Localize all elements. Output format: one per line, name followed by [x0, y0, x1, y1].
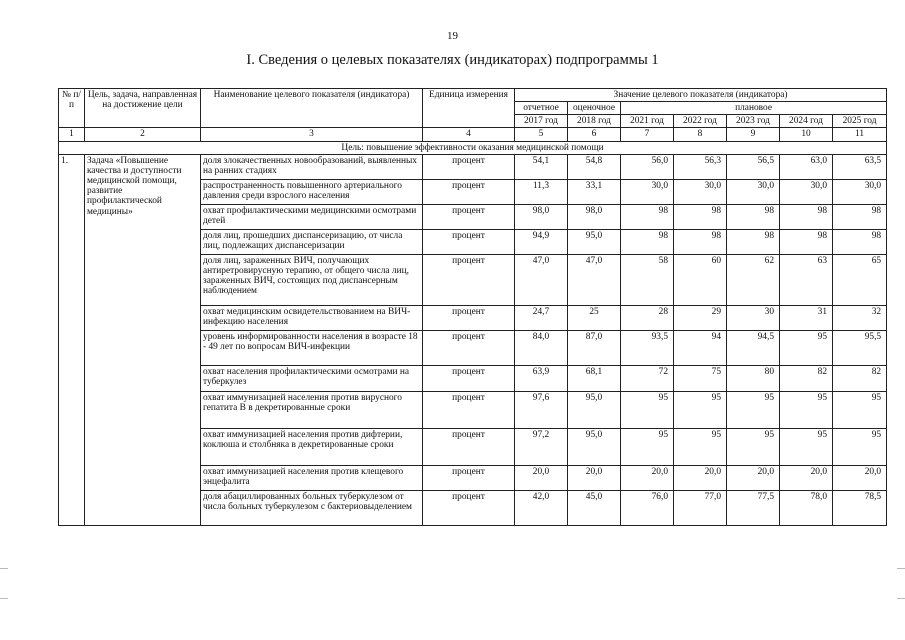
indicator-value: 94: [674, 330, 727, 365]
indicator-value: 33,1: [568, 179, 621, 204]
indicator-value: 31: [780, 305, 833, 330]
indicator-value: 95: [780, 428, 833, 465]
indicator-value: 76,0: [621, 490, 674, 525]
indicator-value: 98: [780, 204, 833, 229]
indicator-name: охват населения профилактическими осмотрами на туберкулез: [201, 365, 423, 391]
indicator-value: 30: [727, 305, 780, 330]
header-year: 2025 год: [833, 115, 887, 128]
header-year: 2024 год: [780, 115, 833, 128]
indicator-value: 20,0: [568, 465, 621, 490]
indicator-name: доля лиц, прошедших диспансеризацию, от числа лиц, подлежащих диспансеризации: [201, 229, 423, 254]
column-number: 6: [568, 128, 621, 141]
scan-edge-mark: [0, 568, 8, 569]
indicator-value: 28: [621, 305, 674, 330]
indicator-value: 54,1: [515, 154, 568, 179]
indicator-value: 30,0: [674, 179, 727, 204]
indicator-value: 95: [727, 391, 780, 428]
indicator-value: 95,0: [568, 428, 621, 465]
indicator-value: 98,0: [568, 204, 621, 229]
indicator-value: 95: [780, 391, 833, 428]
indicator-value: 77,5: [727, 490, 780, 525]
indicator-value: 94,9: [515, 229, 568, 254]
indicator-unit: процент: [423, 179, 515, 204]
indicator-value: 30,0: [621, 179, 674, 204]
indicator-value: 30,0: [780, 179, 833, 204]
indicator-value: 95,5: [833, 330, 887, 365]
indicator-unit: процент: [423, 391, 515, 428]
task-number: 1.: [59, 154, 85, 525]
indicator-value: 63,0: [780, 154, 833, 179]
indicator-value: 95: [833, 391, 887, 428]
column-number: 10: [780, 128, 833, 141]
indicator-value: 82: [833, 365, 887, 391]
indicator-value: 95: [727, 428, 780, 465]
indicator-value: 95,0: [568, 229, 621, 254]
goal-row: [59, 141, 887, 154]
indicator-unit: процент: [423, 154, 515, 179]
column-number: 4: [423, 128, 515, 141]
indicator-value: 95: [674, 391, 727, 428]
indicator-value: 78,0: [780, 490, 833, 525]
indicator-value: 93,5: [621, 330, 674, 365]
indicator-value: 54,8: [568, 154, 621, 179]
indicator-name: охват медицинским освидетельствованием на ВИЧ-инфекцию населения: [201, 305, 423, 330]
indicator-value: 95: [833, 428, 887, 465]
header-col-unit: Единица измерения: [423, 89, 515, 128]
indicator-value: 72: [621, 365, 674, 391]
scan-edge-mark: [897, 568, 905, 569]
column-number: 11: [833, 128, 887, 141]
indicator-value: 30,0: [727, 179, 780, 204]
header-col-name: Наименование целевого показателя (индикатора): [201, 89, 423, 128]
indicator-row: [59, 154, 887, 179]
indicator-name: распространенность повышенного артериального давления среди взрослого населения: [201, 179, 423, 204]
indicator-value: 97,2: [515, 428, 568, 465]
indicator-value: 98: [674, 204, 727, 229]
column-number: 5: [515, 128, 568, 141]
indicator-unit: процент: [423, 254, 515, 305]
header-reported: отчетное: [515, 102, 568, 115]
indicator-value: 32: [833, 305, 887, 330]
header-planned: плановое: [621, 102, 887, 115]
indicator-value: 87,0: [568, 330, 621, 365]
column-number: 1: [59, 128, 85, 141]
indicator-value: 94,5: [727, 330, 780, 365]
indicator-value: 56,3: [674, 154, 727, 179]
goal-text: Цель: повышение эффективности оказания медицинской помощи: [59, 141, 887, 154]
indicator-value: 95: [674, 428, 727, 465]
indicator-value: 77,0: [674, 490, 727, 525]
indicator-name: доля лиц, зараженных ВИЧ, получающих антиретровирусную терапию, от общего числа лиц, зараженных ВИЧ, состоящих под диспансерным наблюдением: [201, 254, 423, 305]
header-col-value: Значение целевого показателя (индикатора): [515, 89, 887, 102]
document-title: I. Сведения о целевых показателях (индикаторах) подпрограммы 1: [246, 52, 659, 68]
indicator-value: 97,6: [515, 391, 568, 428]
indicator-unit: процент: [423, 229, 515, 254]
header-year: 2017 год: [515, 115, 568, 128]
indicator-value: 98: [833, 229, 887, 254]
indicator-value: 42,0: [515, 490, 568, 525]
header-year: 2018 год: [568, 115, 621, 128]
indicator-value: 20,0: [833, 465, 887, 490]
indicator-value: 11,3: [515, 179, 568, 204]
indicator-value: 98: [674, 229, 727, 254]
indicator-value: 58: [621, 254, 674, 305]
indicator-value: 47,0: [515, 254, 568, 305]
indicator-value: 20,0: [780, 465, 833, 490]
column-number: 7: [621, 128, 674, 141]
indicator-value: 98: [833, 204, 887, 229]
indicator-value: 56,0: [621, 154, 674, 179]
indicator-unit: процент: [423, 204, 515, 229]
indicator-value: 78,5: [833, 490, 887, 525]
indicator-unit: процент: [423, 330, 515, 365]
indicator-value: 98: [621, 204, 674, 229]
indicator-value: 95,0: [568, 391, 621, 428]
scan-edge-mark: [897, 598, 905, 599]
indicator-unit: процент: [423, 490, 515, 525]
indicator-value: 24,7: [515, 305, 568, 330]
indicator-value: 98: [727, 229, 780, 254]
column-number: 9: [727, 128, 780, 141]
scan-edge-mark: [0, 598, 8, 599]
header-year: 2022 год: [674, 115, 727, 128]
indicators-table: [58, 88, 887, 526]
indicator-unit: процент: [423, 305, 515, 330]
indicator-value: 95: [780, 330, 833, 365]
indicator-value: 20,0: [621, 465, 674, 490]
indicator-value: 62: [727, 254, 780, 305]
indicator-value: 75: [674, 365, 727, 391]
header-col-goal: Цель, задача, направленная на достижение цели: [85, 89, 201, 128]
column-number: 2: [85, 128, 201, 141]
indicator-value: 98: [621, 229, 674, 254]
indicator-value: 63,5: [833, 154, 887, 179]
header-year: 2023 год: [727, 115, 780, 128]
column-number: 8: [674, 128, 727, 141]
column-number-row: [59, 128, 887, 141]
indicator-value: 56,5: [727, 154, 780, 179]
indicator-unit: процент: [423, 465, 515, 490]
indicator-name: доля злокачественных новообразований, выявленных на ранних стадиях: [201, 154, 423, 179]
indicator-value: 60: [674, 254, 727, 305]
indicator-unit: процент: [423, 365, 515, 391]
indicator-value: 47,0: [568, 254, 621, 305]
indicator-value: 45,0: [568, 490, 621, 525]
indicator-name: охват иммунизацией населения против дифтерии, коклюша и столбняка в декретированные сроки: [201, 428, 423, 465]
task-text: Задача «Повышение качества и доступности медицинской помощи, развитие профилактической медицины»: [85, 154, 201, 525]
indicator-name: охват иммунизацией населения против вирусного гепатита В в декретированные сроки: [201, 391, 423, 428]
indicator-value: 98,0: [515, 204, 568, 229]
indicator-value: 20,0: [727, 465, 780, 490]
indicator-value: 63: [780, 254, 833, 305]
indicator-value: 98: [727, 204, 780, 229]
header-row-1: [59, 89, 887, 102]
indicator-value: 95: [621, 391, 674, 428]
header-col-no: № п/п: [59, 89, 85, 128]
indicator-name: доля абациллированных больных туберкулезом от числа больных туберкулезом с бактериовыделением: [201, 490, 423, 525]
indicator-value: 63,9: [515, 365, 568, 391]
indicator-value: 80: [727, 365, 780, 391]
indicator-value: 25: [568, 305, 621, 330]
indicator-name: охват иммунизацией населения против клещевого энцефалита: [201, 465, 423, 490]
indicator-value: 30,0: [833, 179, 887, 204]
indicator-value: 84,0: [515, 330, 568, 365]
indicator-unit: процент: [423, 428, 515, 465]
indicator-value: 82: [780, 365, 833, 391]
indicator-value: 29: [674, 305, 727, 330]
indicator-value: 98: [780, 229, 833, 254]
indicator-name: охват профилактическими медицинскими осмотрами детей: [201, 204, 423, 229]
indicator-name: уровень информированности населения в возрасте 18 - 49 лет по вопросам ВИЧ-инфекции: [201, 330, 423, 365]
indicator-value: 65: [833, 254, 887, 305]
indicator-value: 20,0: [515, 465, 568, 490]
header-year: 2021 год: [621, 115, 674, 128]
header-estimated: оценочное: [568, 102, 621, 115]
indicator-value: 20,0: [674, 465, 727, 490]
indicator-value: 68,1: [568, 365, 621, 391]
indicator-value: 95: [621, 428, 674, 465]
page-number: 19: [447, 30, 458, 42]
column-number: 3: [201, 128, 423, 141]
